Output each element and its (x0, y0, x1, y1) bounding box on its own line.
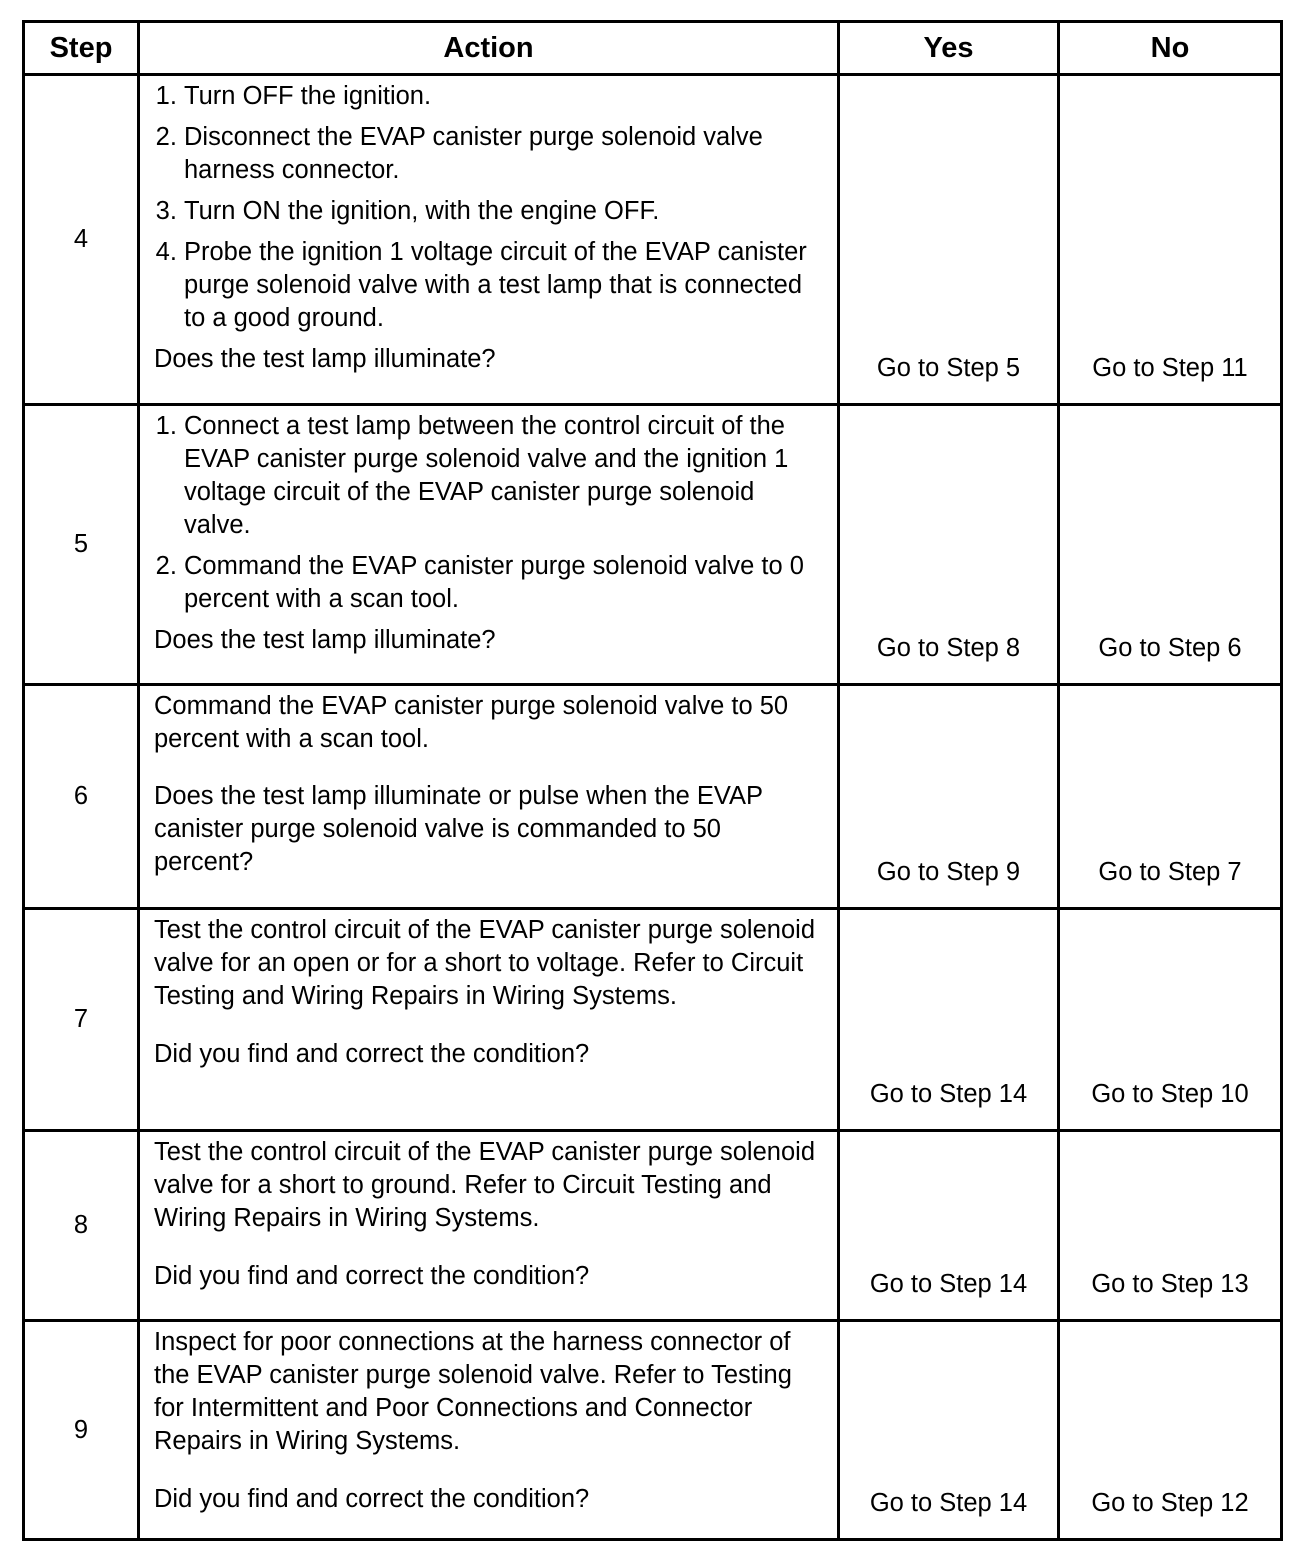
action-list-item: 2. Command the EVAP canister purge solenoid valve to 0 percent with a scan tool. (184, 550, 823, 616)
action-cell (139, 909, 839, 1131)
action-text: Inspect for poor connections at the harness connector of the EVAP canister purge solenoid valve. Refer to Testing for Intermittent and Poor Connections and Connector Repairs in Wiring Systems. (154, 1328, 792, 1455)
no-result: Go to Step 13 (1059, 1131, 1282, 1321)
no-result: Go to Step 7 (1059, 685, 1282, 909)
action-list-item: 2. Disconnect the EVAP canister purge solenoid valve harness connector. (184, 121, 823, 187)
action-cell (139, 1131, 839, 1321)
header-yes: Yes (839, 22, 1059, 75)
yes-result: Go to Step 14 (839, 1131, 1059, 1321)
action-question: Did you find and correct the condition? (154, 1040, 590, 1068)
header-row (24, 22, 1282, 75)
action-question: Does the test lamp illuminate or pulse when the EVAP canister purge solenoid valve is commanded to 50 percent? (154, 782, 763, 876)
table-row (24, 1131, 1282, 1321)
action-question: Did you find and correct the condition? (154, 1262, 590, 1290)
step-number: 8 (24, 1131, 139, 1321)
action-list (154, 80, 823, 335)
table-row (24, 1321, 1282, 1540)
action-list-item: 3. Turn ON the ignition, with the engine OFF. (184, 195, 823, 228)
header-action: Action (139, 22, 839, 75)
action-list (154, 410, 823, 616)
action-cell (139, 405, 839, 685)
action-cell (139, 1321, 839, 1540)
action-cell (139, 75, 839, 405)
action-cell (139, 685, 839, 909)
no-result: Go to Step 10 (1059, 909, 1282, 1131)
action-question: Does the test lamp illuminate? (154, 345, 496, 373)
yes-result: Go to Step 9 (839, 685, 1059, 909)
step-number: 5 (24, 405, 139, 685)
action-list-item: 4. Probe the ignition 1 voltage circuit of the EVAP canister purge solenoid valve with a test lamp that is connected to a good ground. (184, 236, 823, 335)
action-text: Command the EVAP canister purge solenoid valve to 50 percent with a scan tool. (154, 692, 789, 753)
step-number: 6 (24, 685, 139, 909)
no-result: Go to Step 11 (1059, 75, 1282, 405)
step-number: 9 (24, 1321, 139, 1540)
action-text: Test the control circuit of the EVAP canister purge solenoid valve for a short to ground. Refer to Circuit Testing and Wiring Repairs in Wiring Systems. (154, 1138, 815, 1232)
no-result: Go to Step 6 (1059, 405, 1282, 685)
action-question: Does the test lamp illuminate? (154, 626, 496, 654)
table-row (24, 909, 1282, 1131)
header-no: No (1059, 22, 1282, 75)
table-row (24, 405, 1282, 685)
step-number: 4 (24, 75, 139, 405)
action-list-item: 1. Turn OFF the ignition. (184, 80, 823, 113)
yes-result: Go to Step 14 (839, 1321, 1059, 1540)
yes-result: Go to Step 8 (839, 405, 1059, 685)
yes-result: Go to Step 14 (839, 909, 1059, 1131)
diagnostic-table (22, 20, 1283, 1541)
table-row (24, 75, 1282, 405)
action-list-item: 1. Connect a test lamp between the control circuit of the EVAP canister purge solenoid valve and the ignition 1 voltage circuit of the EVAP canister purge solenoid valve. (184, 410, 823, 542)
action-question: Did you find and correct the condition? (154, 1485, 590, 1513)
step-number: 7 (24, 909, 139, 1131)
action-text: Test the control circuit of the EVAP canister purge solenoid valve for an open or for a short to voltage. Refer to Circuit Testing and Wiring Repairs in Wiring Systems. (154, 916, 815, 1010)
yes-result: Go to Step 5 (839, 75, 1059, 405)
table-row (24, 685, 1282, 909)
no-result: Go to Step 12 (1059, 1321, 1282, 1540)
header-step: Step (24, 22, 139, 75)
